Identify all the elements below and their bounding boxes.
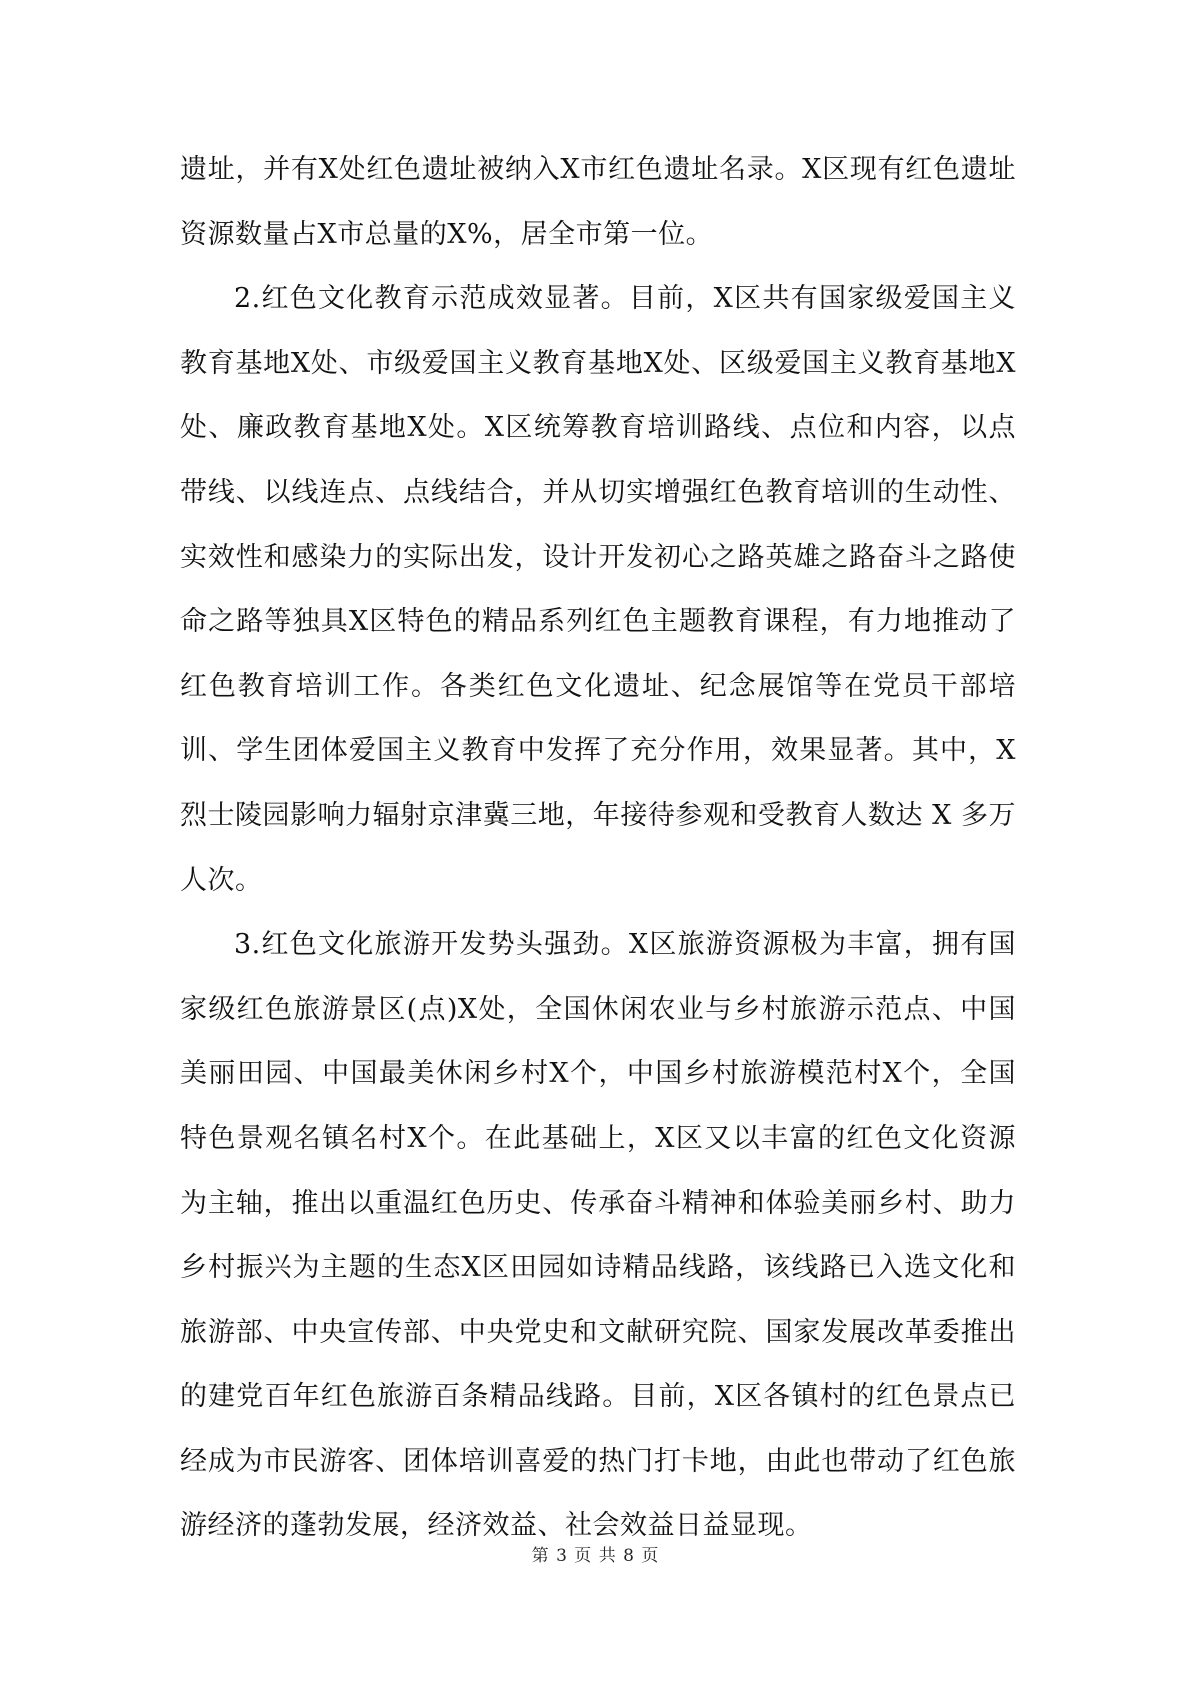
page-number-footer: 第 3 页 共 8 页 (531, 1546, 660, 1566)
body-text (180, 138, 1016, 1559)
paragraph-continued: 遗址，并有X处红色遗址被纳入X市红色遗址名录。X区现有红色遗址资源数量占X市总量的X%，居全市第一位。 (180, 154, 1016, 250)
paragraph-tourism: 3.红色文化旅游开发势头强劲。X区旅游资源极为丰富，拥有国家级红色旅游景区(点)X处，全国休闲农业与乡村旅游示范点、中国美丽田园、中国最美休闲乡村X个，中国乡村旅游模范村X个，全国特色景观名镇名村X个。在此基础上，X区又以丰富的红色文化资源为主轴，推出以重温红色历史、传承奋斗精神和体验美丽乡村、助力乡村振兴为主题的生态X区田园如诗精品线路，该线路已入选文化和旅游部、中央宣传部、中央党史和文献研究院、国家发展改革委推出的建党百年红色旅游百条精品线路。目前，X区各镇村的红色景点已经成为市民游客、团体培训喜爱的热门打卡地，由此也带动了红色旅游经济的蓬勃发展，经济效益、社会效益日益显现。 (180, 929, 1016, 1542)
paragraph-education: 2.红色文化教育示范成效显著。目前，X区共有国家级爱国主义教育基地X处、市级爱国主义教育基地X处、区级爱国主义教育基地X处、廉政教育基地X处。X区统筹教育培训路线、点位和内容，以点带线、以线连点、点线结合，并从切实增强红色教育培训的生动性、实效性和感染力的实际出发，设计开发初心之路英雄之路奋斗之路使命之路等独具X区特色的精品系列红色主题教育课程，有力地推动了红色教育培训工作。各类红色文化遗址、纪念展馆等在党员干部培训、学生团体爱国主义教育中发挥了充分作用，效果显著。其中，X烈士陵园影响力辐射京津冀三地，年接待参观和受教育人数达 X 多万人次。 (180, 283, 1016, 896)
